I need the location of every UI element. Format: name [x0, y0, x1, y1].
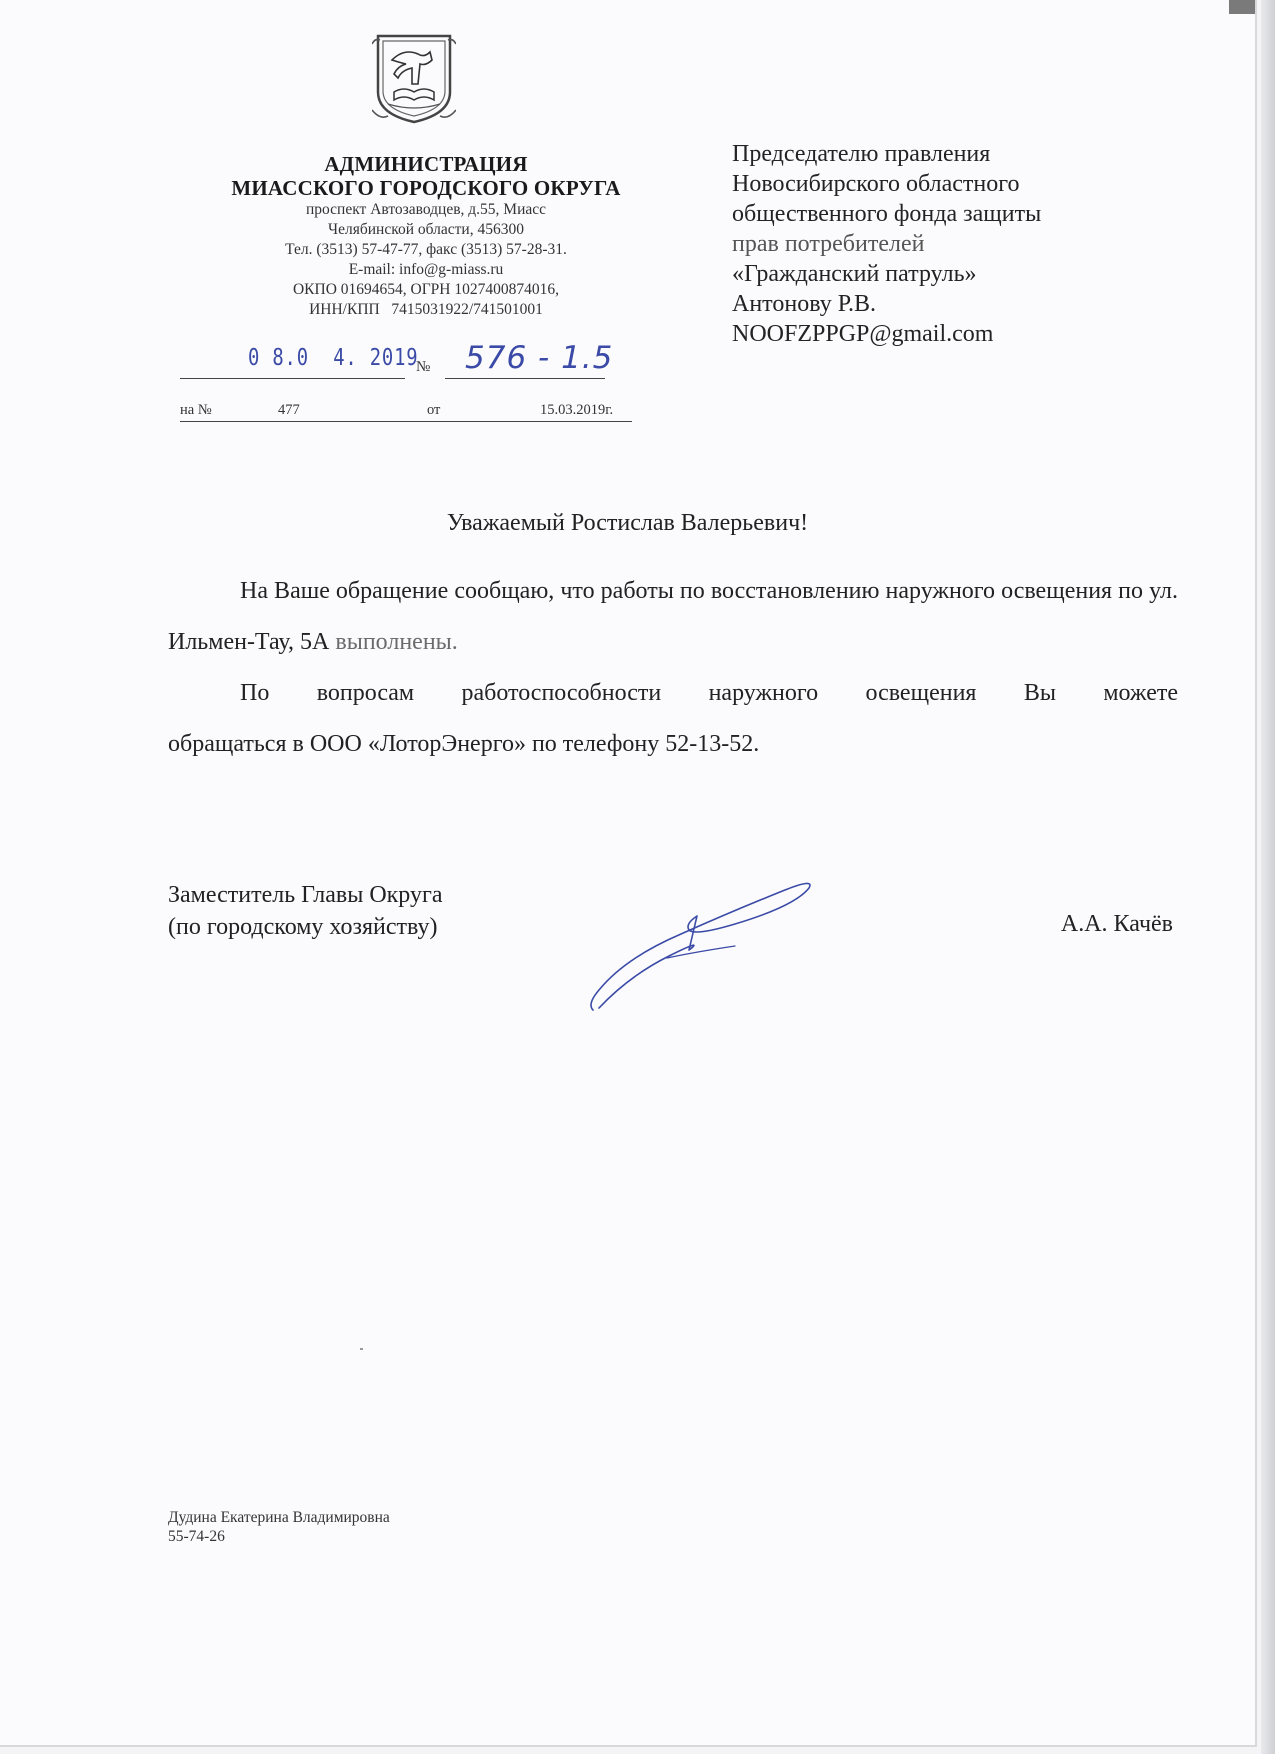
sender-block	[160, 152, 692, 320]
number-underline	[445, 378, 605, 379]
salutation: Уважаемый Ростислав Валерьевич!	[446, 510, 809, 536]
signatory-position	[168, 879, 443, 943]
inn-line: ИНН/КПП 7415031922/741501001	[309, 301, 543, 318]
executor-phone: 55-74-26	[168, 1528, 225, 1545]
scan-edge-shadow	[1229, 0, 1255, 14]
paragraph-1	[168, 566, 1178, 668]
paragraph-2-line1: По вопросам работоспособности наружного освещения Вы можете	[240, 680, 1178, 706]
addressee-email: NOOFZPPGP@gmail.com	[732, 321, 994, 347]
addressee-line1: Председателю правления	[732, 141, 991, 167]
date-underline	[180, 378, 405, 379]
number-sign: №	[416, 359, 431, 375]
addressee-line2: Новосибирского областного	[732, 171, 1020, 197]
paragraph-2-line2: обращаться в ООО «ЛоторЭнерго» по телефону 52-13-52.	[168, 731, 760, 757]
paragraph-1-text: На Ваше обращение сообщаю, что работы по восстановлению наружного освещения по ул. Ильмен-Тау, 5А	[168, 578, 1178, 655]
email-line: E-mail: info@g-miass.ru	[348, 261, 504, 278]
registration-row	[180, 340, 630, 380]
signatory-name: А.А. Качёв	[1060, 911, 1173, 937]
executor-name: Дудина Екатерина Владимировна	[168, 1509, 390, 1526]
addressee-line5: «Гражданский патруль»	[732, 261, 977, 287]
addressee-line3: общественного фонда защиты	[732, 201, 1042, 227]
date-stamp: 0 8.0 4. 2019	[248, 345, 419, 371]
coat-of-arms-emblem	[372, 30, 456, 126]
signatory-position-line1: Заместитель Главы Округа	[168, 882, 443, 908]
addressee-line4: прав потребителей	[732, 231, 925, 257]
executor-block	[168, 1508, 390, 1546]
handwritten-number: 576 - 1.5	[465, 340, 614, 376]
addressee-block	[732, 139, 1232, 349]
phone-line: Тел. (3513) 57-47-77, факс (3513) 57-28-31.	[285, 241, 567, 258]
paragraph-1-faded-text: выполнены.	[335, 629, 458, 655]
ref-date: 15.03.2019г.	[540, 402, 614, 418]
ref-from-label: от	[427, 402, 441, 418]
signatory-position-line2: (по городскому хозяйству)	[168, 914, 438, 940]
address-line2: Челябинской области, 456300	[328, 221, 524, 238]
addressee-line6: Антонову Р.В.	[732, 291, 877, 317]
ref-number: 477	[278, 402, 300, 418]
scan-speck	[360, 1348, 363, 1350]
org-name-line1: АДМИНИСТРАЦИЯ	[324, 152, 528, 176]
scan-right-edge	[1261, 0, 1275, 1754]
paragraph-2	[168, 668, 1178, 770]
okpo-line: ОКПО 01694654, ОГРН 1027400874016,	[292, 281, 559, 298]
org-name-line2: МИАССКОГО ГОРОДСКОГО ОКРУГА	[231, 176, 621, 200]
reference-row	[180, 402, 632, 422]
handwritten-signature	[585, 872, 825, 1022]
ref-label: на №	[180, 402, 212, 418]
address-line1: проспект Автозаводцев, д.55, Миасс	[305, 201, 547, 218]
